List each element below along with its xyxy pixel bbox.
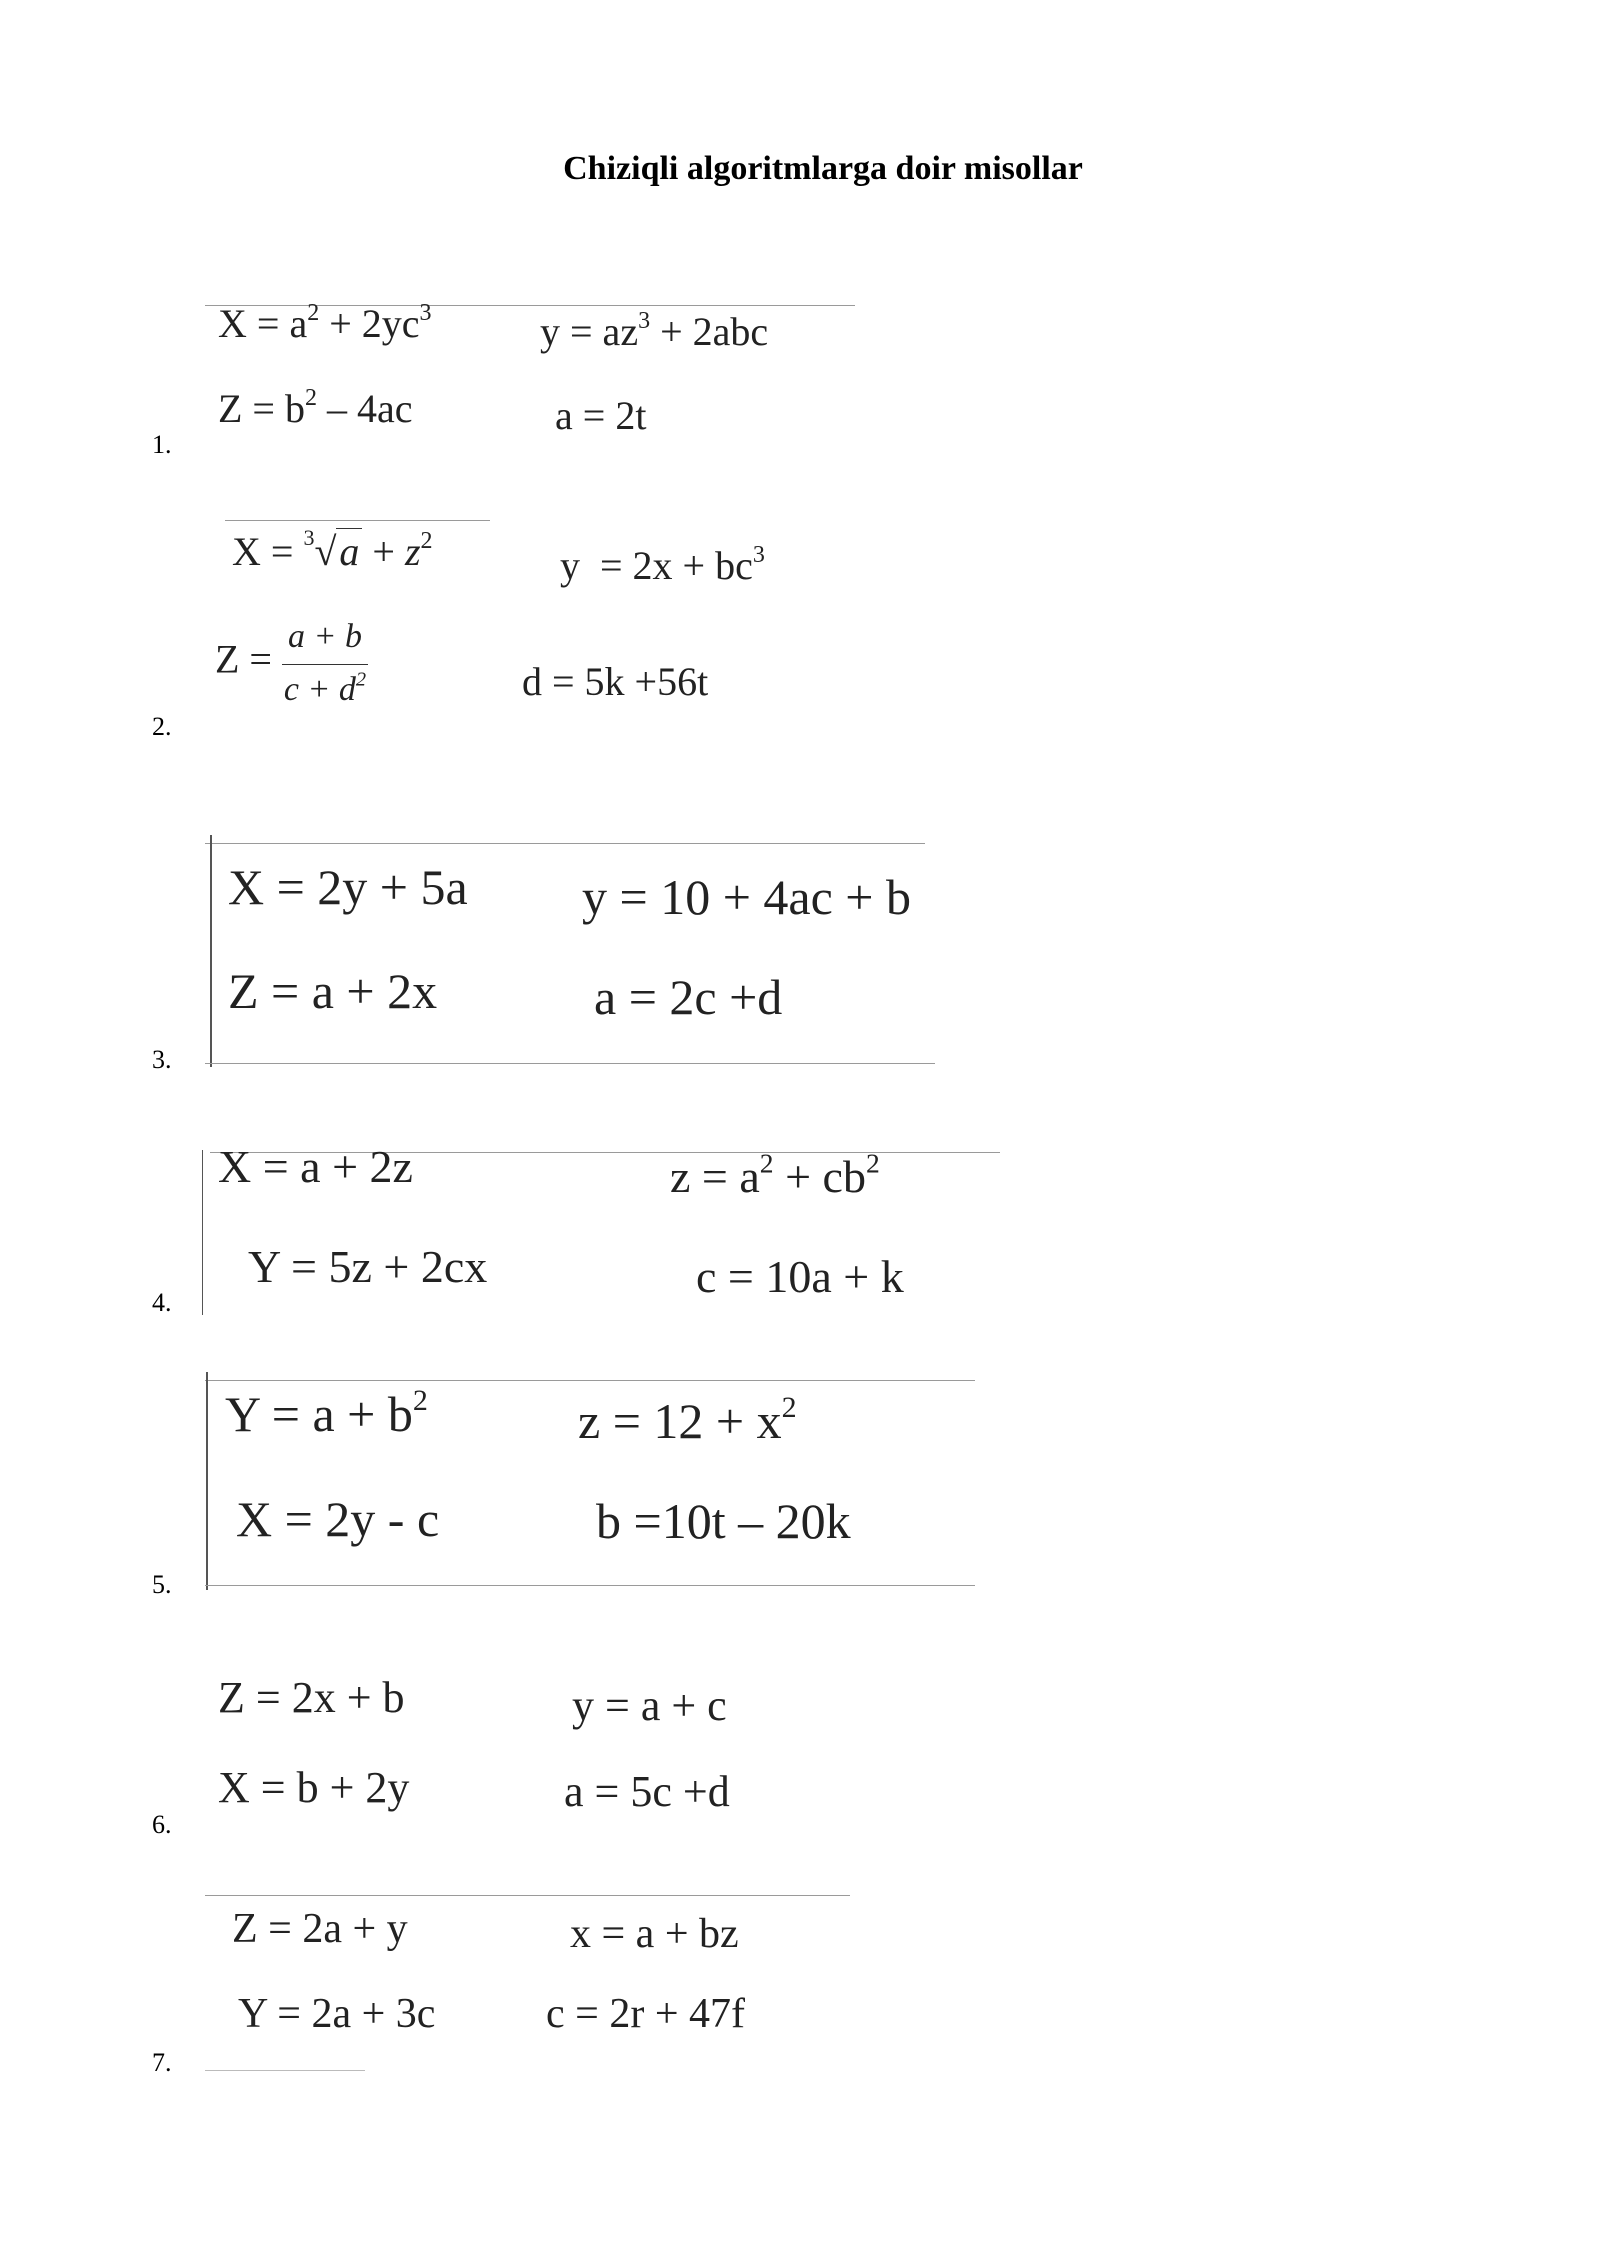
problem-3-equation-x: X = 2y + 5a — [228, 859, 468, 915]
problem-3-equation-z: Z = a + 2x — [228, 963, 438, 1019]
problem-1-equation-y: $y = az^3 + 2abc$ — [540, 308, 769, 354]
problem-6-equation-a: a = 5c +d — [564, 1767, 730, 1816]
problem-4-equation-c: c = 10a + k — [696, 1251, 904, 1302]
problem-1-equation-x: $X = a^2 + 2yc^3$ — [218, 300, 432, 346]
problem-2-number: 2. — [152, 712, 172, 741]
problem-5-equation-b: b =10t – 20k — [596, 1493, 851, 1549]
problem-5-equation-y: $Y = a + b^2$ — [225, 1384, 428, 1442]
problem-6-equation-y: y = a + c — [572, 1681, 727, 1730]
page-title: Chiziqli algoritmlarga doir misollar — [563, 150, 1083, 187]
problem-6-equation-z: Z = 2x + b — [218, 1673, 405, 1722]
problem-2-equation-x: $X = ^3√a + z^2$ — [232, 525, 433, 574]
problem-4-equation-y: Y = 5z + 2cx — [248, 1241, 488, 1292]
problem-7-equation-x: x = a + bz — [570, 1911, 739, 1957]
problem-1-equation-a: a = 2t — [555, 393, 647, 438]
problem-2-equation-y: $y = 2x + bc^3$ — [560, 542, 765, 588]
problem-4-number: 4. — [152, 1288, 172, 1317]
problem-5-number: 5. — [152, 1570, 172, 1599]
problem-2-equation-z: Z = $\frac{a + b}{c + d^2}$ — [215, 618, 367, 708]
problem-1-equation-z: $Z = b^2 - 4ac$ — [218, 385, 413, 431]
problem-1-number: 1. — [152, 430, 172, 459]
problem-4-equation-z: $z = a^2 + cb^2$ — [670, 1147, 880, 1202]
problem-5-equation-z: $z = 12 + x^2$ — [578, 1391, 797, 1449]
problem-3-number: 3. — [152, 1045, 172, 1074]
problem-6-number: 6. — [152, 1810, 172, 1839]
problem-7-equation-c: c = 2r + 47f — [546, 1991, 745, 2037]
problem-2-equation-d: d = 5k +56t — [522, 659, 709, 704]
problem-3-equation-a: a = 2c +d — [594, 969, 783, 1025]
problem-7-equation-z: Z = 2a + y — [232, 1906, 408, 1952]
problem-6-equation-x: X = b + 2y — [218, 1763, 410, 1812]
problem-3-equation-y: y = 10 + 4ac + b — [582, 869, 911, 925]
problem-4-equation-x: X = a + 2z — [218, 1141, 413, 1192]
problem-7-equation-y: Y = 2a + 3c — [238, 1991, 436, 2037]
problem-7-number: 7. — [152, 2048, 172, 2077]
problem-5-equation-x: X = 2y - c — [236, 1491, 440, 1547]
